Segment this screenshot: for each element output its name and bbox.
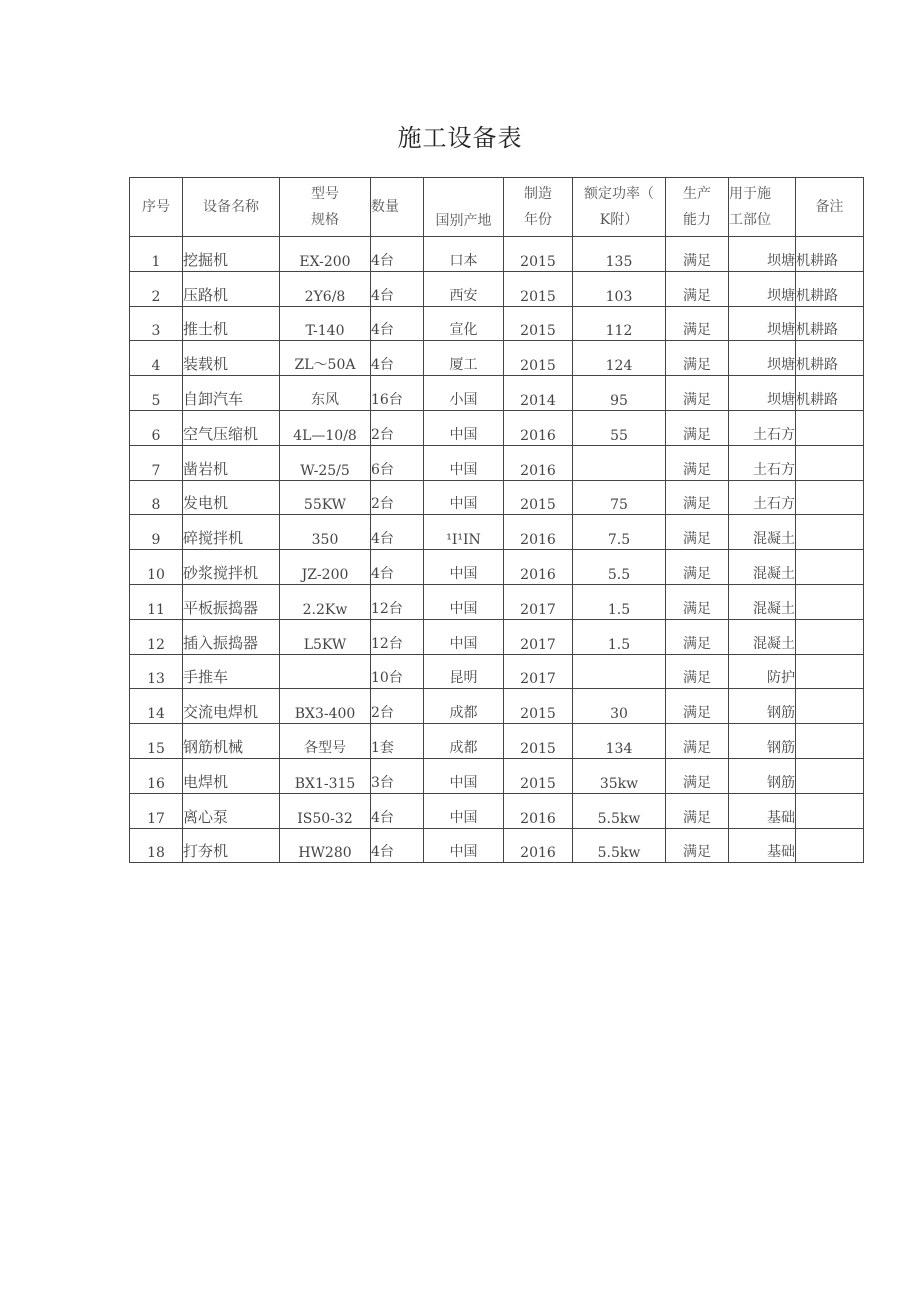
cell-seq: 3: [130, 306, 183, 341]
table-row: [130, 619, 864, 654]
table-row: [130, 271, 864, 306]
cell-qty: 2台: [371, 689, 424, 724]
cell-capacity: 满足: [666, 271, 729, 306]
cell-usage: 钢筋: [729, 724, 796, 759]
cell-qty: 6台: [371, 445, 424, 480]
cell-origin: 中国: [424, 480, 504, 515]
cell-origin: 成都: [424, 724, 504, 759]
cell-name: 交流电焊机: [183, 689, 280, 724]
cell-capacity: 满足: [666, 445, 729, 480]
cell-name: 自卸汽车: [183, 376, 280, 411]
cell-power: 55: [573, 410, 666, 445]
cell-capacity: 满足: [666, 654, 729, 689]
cell-power: 5.5: [573, 550, 666, 585]
table-row: [130, 584, 864, 619]
cell-year: 2015: [504, 306, 573, 341]
header-origin: 国别产地: [424, 178, 504, 237]
cell-usage: 坝塘: [729, 271, 796, 306]
cell-name: 手推车: [183, 654, 280, 689]
cell-remark: 机耕路: [796, 306, 864, 341]
cell-capacity: 满足: [666, 515, 729, 550]
table-row: [130, 410, 864, 445]
cell-capacity: 满足: [666, 410, 729, 445]
cell-usage: 钢筋: [729, 689, 796, 724]
cell-seq: 7: [130, 445, 183, 480]
cell-usage: 坝塘: [729, 341, 796, 376]
cell-seq: 14: [130, 689, 183, 724]
cell-capacity: 满足: [666, 306, 729, 341]
cell-usage: 土石方: [729, 410, 796, 445]
cell-power: 5.5kw: [573, 793, 666, 828]
header-seq: 序号: [130, 178, 183, 237]
cell-remark: 机耕路: [796, 271, 864, 306]
cell-year: 2015: [504, 758, 573, 793]
header-power: 额定功率（ K附）: [573, 178, 666, 237]
cell-origin: 宣化: [424, 306, 504, 341]
cell-usage: 基础: [729, 793, 796, 828]
cell-power: 95: [573, 376, 666, 411]
cell-origin: 中国: [424, 584, 504, 619]
cell-usage: 坝塘: [729, 306, 796, 341]
cell-seq: 17: [130, 793, 183, 828]
cell-capacity: 满足: [666, 689, 729, 724]
cell-remark: 机耕路: [796, 376, 864, 411]
cell-qty: 4台: [371, 550, 424, 585]
cell-seq: 15: [130, 724, 183, 759]
cell-origin: 中国: [424, 445, 504, 480]
cell-origin: 中国: [424, 619, 504, 654]
cell-capacity: 满足: [666, 376, 729, 411]
cell-capacity: 满足: [666, 724, 729, 759]
cell-power: 1.5: [573, 584, 666, 619]
table-row: [130, 480, 864, 515]
cell-year: 2017: [504, 619, 573, 654]
cell-power: 103: [573, 271, 666, 306]
header-capacity: 生产 能力: [666, 178, 729, 237]
cell-usage: 坝塘: [729, 237, 796, 272]
cell-power: 135: [573, 237, 666, 272]
cell-origin: ¹I¹IN: [424, 515, 504, 550]
table-row: [130, 515, 864, 550]
cell-qty: 4台: [371, 237, 424, 272]
cell-name: 砂浆搅拌机: [183, 550, 280, 585]
table-row: [130, 445, 864, 480]
cell-origin: 中国: [424, 793, 504, 828]
cell-year: 2016: [504, 828, 573, 863]
cell-qty: 2台: [371, 410, 424, 445]
cell-capacity: 满足: [666, 341, 729, 376]
cell-model: 东风: [280, 376, 371, 411]
cell-model: 4L—10/8: [280, 410, 371, 445]
header-model: 型号 规格: [280, 178, 371, 237]
header-usage: 用于施 工部位: [729, 178, 796, 237]
cell-seq: 11: [130, 584, 183, 619]
cell-name: 压路机: [183, 271, 280, 306]
cell-remark: [796, 550, 864, 585]
table-row: [130, 237, 864, 272]
cell-year: 2016: [504, 793, 573, 828]
cell-name: 装载机: [183, 341, 280, 376]
cell-year: 2016: [504, 550, 573, 585]
cell-remark: [796, 793, 864, 828]
cell-seq: 9: [130, 515, 183, 550]
cell-name: 凿岩机: [183, 445, 280, 480]
cell-name: 空气压缩机: [183, 410, 280, 445]
cell-model: EX-200: [280, 237, 371, 272]
cell-qty: 4台: [371, 306, 424, 341]
cell-origin: 厦工: [424, 341, 504, 376]
cell-usage: 防护: [729, 654, 796, 689]
cell-usage: 土石方: [729, 445, 796, 480]
cell-name: 打夯机: [183, 828, 280, 863]
cell-seq: 18: [130, 828, 183, 863]
cell-model: 2.2Kw: [280, 584, 371, 619]
cell-power: [573, 654, 666, 689]
cell-capacity: 满足: [666, 758, 729, 793]
cell-seq: 13: [130, 654, 183, 689]
cell-year: 2016: [504, 515, 573, 550]
cell-qty: 12台: [371, 584, 424, 619]
cell-name: 碎搅拌机: [183, 515, 280, 550]
cell-remark: [796, 515, 864, 550]
cell-qty: 4台: [371, 341, 424, 376]
cell-remark: [796, 724, 864, 759]
cell-origin: 中国: [424, 550, 504, 585]
cell-qty: 4台: [371, 793, 424, 828]
cell-seq: 6: [130, 410, 183, 445]
cell-model: [280, 654, 371, 689]
cell-power: 5.5kw: [573, 828, 666, 863]
cell-model: 2Y6/8: [280, 271, 371, 306]
cell-usage: 混凝土: [729, 619, 796, 654]
cell-seq: 5: [130, 376, 183, 411]
cell-year: 2015: [504, 480, 573, 515]
header-year: 制造 年份: [504, 178, 573, 237]
cell-name: 钢筋机械: [183, 724, 280, 759]
cell-power: 35kw: [573, 758, 666, 793]
cell-year: 2016: [504, 445, 573, 480]
cell-qty: 12台: [371, 619, 424, 654]
cell-capacity: 满足: [666, 619, 729, 654]
cell-power: 112: [573, 306, 666, 341]
cell-remark: [796, 758, 864, 793]
cell-name: 电焊机: [183, 758, 280, 793]
cell-year: 2015: [504, 689, 573, 724]
cell-year: 2015: [504, 341, 573, 376]
cell-model: BX3-400: [280, 689, 371, 724]
cell-seq: 2: [130, 271, 183, 306]
cell-power: 75: [573, 480, 666, 515]
cell-origin: 成都: [424, 689, 504, 724]
cell-model: 各型号: [280, 724, 371, 759]
equipment-table: [129, 177, 864, 863]
cell-remark: 机耕路: [796, 341, 864, 376]
cell-remark: [796, 619, 864, 654]
cell-capacity: 满足: [666, 828, 729, 863]
cell-qty: 4台: [371, 828, 424, 863]
table-row: [130, 341, 864, 376]
cell-year: 2014: [504, 376, 573, 411]
cell-usage: 基础: [729, 828, 796, 863]
cell-origin: 西安: [424, 271, 504, 306]
cell-year: 2017: [504, 584, 573, 619]
cell-power: 30: [573, 689, 666, 724]
cell-year: 2015: [504, 271, 573, 306]
cell-model: BX1-315: [280, 758, 371, 793]
cell-usage: 坝塘: [729, 376, 796, 411]
cell-seq: 4: [130, 341, 183, 376]
cell-origin: 中国: [424, 828, 504, 863]
cell-model: 55KW: [280, 480, 371, 515]
cell-year: 2016: [504, 410, 573, 445]
cell-power: 134: [573, 724, 666, 759]
cell-seq: 8: [130, 480, 183, 515]
cell-qty: 1套: [371, 724, 424, 759]
cell-remark: [796, 828, 864, 863]
table-row: [130, 550, 864, 585]
cell-remark: 机耕路: [796, 237, 864, 272]
cell-model: W-25/5: [280, 445, 371, 480]
cell-remark: [796, 410, 864, 445]
cell-qty: 2台: [371, 480, 424, 515]
cell-capacity: 满足: [666, 480, 729, 515]
table-row: [130, 689, 864, 724]
cell-origin: 昆明: [424, 654, 504, 689]
cell-model: JZ-200: [280, 550, 371, 585]
cell-power: 1.5: [573, 619, 666, 654]
cell-year: 2015: [504, 724, 573, 759]
cell-name: 平板振捣器: [183, 584, 280, 619]
cell-origin: 中国: [424, 410, 504, 445]
cell-capacity: 满足: [666, 237, 729, 272]
cell-seq: 16: [130, 758, 183, 793]
cell-name: 插入振捣器: [183, 619, 280, 654]
cell-qty: 3台: [371, 758, 424, 793]
cell-power: 7.5: [573, 515, 666, 550]
table-row: [130, 654, 864, 689]
cell-capacity: 满足: [666, 550, 729, 585]
cell-model: IS50-32: [280, 793, 371, 828]
cell-seq: 12: [130, 619, 183, 654]
table-row: [130, 306, 864, 341]
cell-name: 发电机: [183, 480, 280, 515]
table-body: [130, 237, 864, 863]
cell-capacity: 满足: [666, 793, 729, 828]
cell-usage: 混凝土: [729, 550, 796, 585]
cell-power: [573, 445, 666, 480]
cell-model: L5KW: [280, 619, 371, 654]
cell-qty: 16台: [371, 376, 424, 411]
table-row: [130, 828, 864, 863]
cell-name: 离心泵: [183, 793, 280, 828]
cell-model: 350: [280, 515, 371, 550]
header-qty: 数量: [371, 178, 424, 237]
cell-power: 124: [573, 341, 666, 376]
cell-year: 2017: [504, 654, 573, 689]
table-row: [130, 793, 864, 828]
cell-model: T-140: [280, 306, 371, 341]
cell-qty: 4台: [371, 271, 424, 306]
table-header-row: [130, 178, 864, 237]
cell-usage: 土石方: [729, 480, 796, 515]
header-remark: 备注: [796, 178, 864, 237]
cell-usage: 钢筋: [729, 758, 796, 793]
table-row: [130, 724, 864, 759]
cell-qty: 4台: [371, 515, 424, 550]
cell-year: 2015: [504, 237, 573, 272]
cell-name: 推士机: [183, 306, 280, 341]
cell-origin: 中国: [424, 758, 504, 793]
header-name: 设备名称: [183, 178, 280, 237]
cell-seq: 10: [130, 550, 183, 585]
cell-remark: [796, 689, 864, 724]
table-row: [130, 376, 864, 411]
cell-capacity: 满足: [666, 584, 729, 619]
cell-usage: 混凝土: [729, 515, 796, 550]
cell-usage: 混凝土: [729, 584, 796, 619]
cell-qty: 10台: [371, 654, 424, 689]
cell-origin: 小国: [424, 376, 504, 411]
cell-remark: [796, 480, 864, 515]
cell-origin: 口本: [424, 237, 504, 272]
cell-seq: 1: [130, 237, 183, 272]
cell-remark: [796, 584, 864, 619]
cell-name: 挖掘机: [183, 237, 280, 272]
page-title: 施工设备表: [397, 124, 523, 152]
cell-remark: [796, 654, 864, 689]
cell-model: HW280: [280, 828, 371, 863]
cell-model: ZL～50A: [280, 341, 371, 376]
table-row: [130, 758, 864, 793]
cell-remark: [796, 445, 864, 480]
